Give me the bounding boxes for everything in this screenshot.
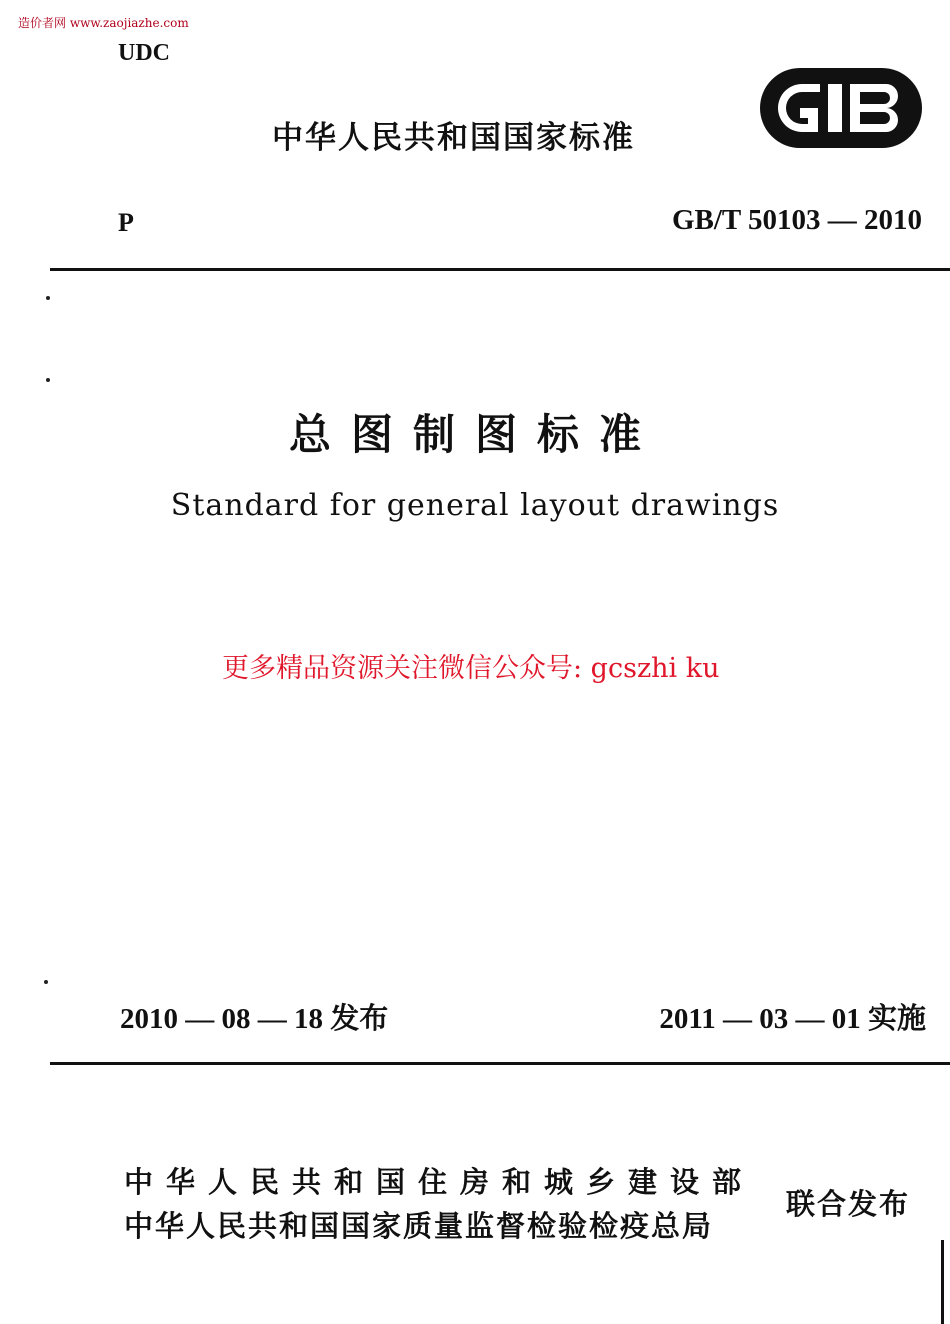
udc-label: UDC	[118, 40, 170, 66]
category-code: P	[118, 208, 134, 237]
issue-date: 2010 — 08 — 18 发布	[120, 1003, 389, 1035]
publisher-line-2: 中华人民共和国国家质量监督检验检疫总局	[124, 1209, 714, 1243]
publisher-line-1: 中华人民共和国住房和城乡建设部	[124, 1165, 755, 1199]
margin-dot	[46, 378, 50, 382]
standard-number: GB/T 50103 — 2010	[671, 204, 922, 236]
gb-logo	[758, 66, 924, 150]
document-title-chinese: 总图制图标准	[288, 410, 661, 459]
national-standard-title: 中华人民共和国国家标准	[272, 120, 635, 156]
scan-edge-line	[941, 1240, 944, 1324]
watermark-text: 造价者网 www.zaojiazhe.com	[18, 16, 189, 30]
document-title-english: Standard for general layout drawings	[170, 488, 780, 523]
margin-dot	[44, 980, 48, 984]
bottom-rule	[50, 1062, 950, 1065]
implementation-date: 2011 — 03 — 01 实施	[659, 1003, 926, 1035]
promo-text: 更多精品资源关注微信公众号: gcszhi ku	[222, 653, 720, 684]
top-rule	[50, 268, 950, 271]
joint-issue-label: 联合发布	[786, 1187, 911, 1221]
margin-dot	[46, 296, 50, 300]
